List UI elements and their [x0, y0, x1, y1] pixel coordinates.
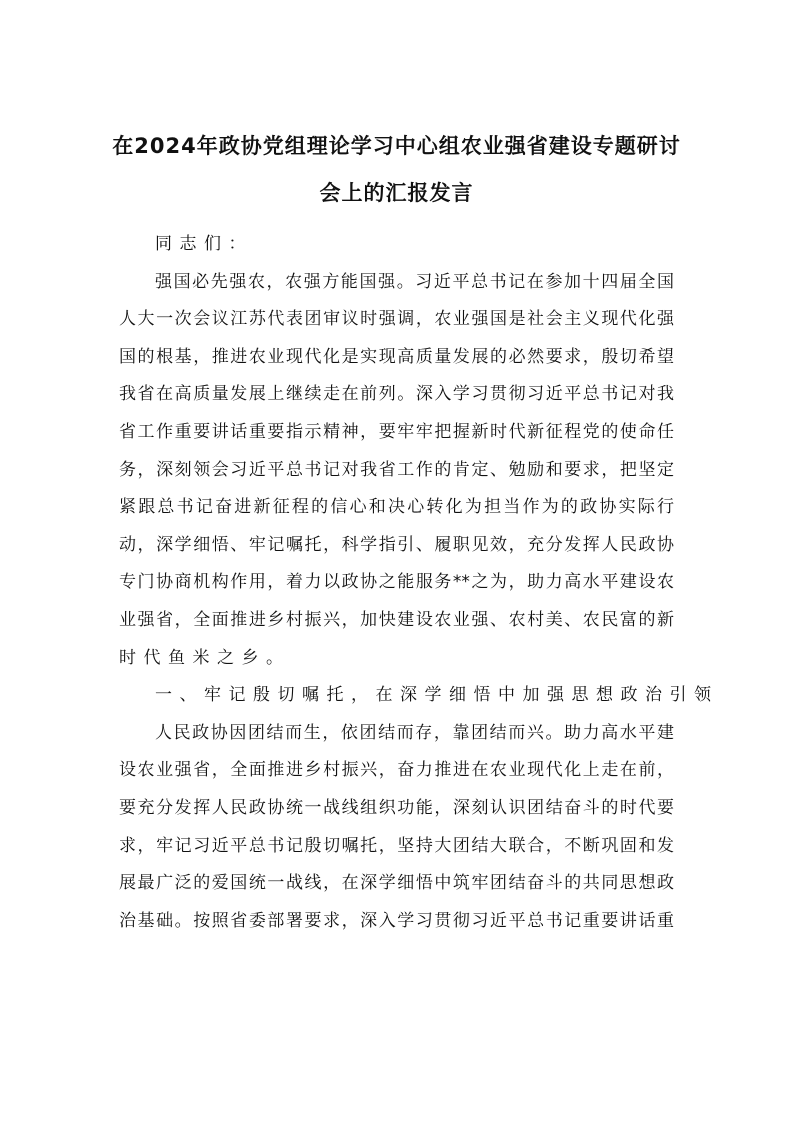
document-title-line-2: 会上的汇报发言: [319, 181, 474, 205]
text-line: 动，深学细悟、牢记嘱托，科学指引、履职见效，充分发挥人民政协: [119, 534, 674, 555]
text-line: 省工作重要讲话重要指示精神，要牢牢把握新时代新征程党的使命任: [119, 421, 674, 442]
text-line: 治基础。按照省委部署要求，深入学习贯彻习近平总书记重要讲话重: [119, 910, 674, 931]
text-line: 国的根基，推进农业现代化是实现高质量发展的必然要求，殷切希望: [119, 346, 674, 367]
text-line: 时代鱼米之乡。: [119, 647, 291, 668]
paragraph-section-1: [119, 715, 674, 941]
text-line: 专门协商机构作用，着力以政协之能服务**之为，助力高水平建设农: [119, 572, 674, 593]
text-line: 设农业强省，全面推进乡村振兴，奋力推进在农业现代化上走在前，: [119, 760, 674, 781]
text-line: 人大一次会议江苏代表团审议时强调，农业强国是社会主义现代化强: [119, 309, 674, 330]
salutation: 同志们：: [155, 234, 253, 254]
text-line: 务，深刻领会习近平总书记对我省工作的肯定、勉励和要求，把坚定: [119, 459, 674, 480]
text-line: 展最广泛的爱国统一战线，在深学细悟中筑牢团结奋斗的共同思想政: [119, 873, 674, 894]
text-line: 紧跟总书记奋进新征程的信心和决心转化为担当作为的政协实际行: [119, 497, 674, 518]
document-title-line-1: 在2024年政协党组理论学习中心组农业强省建设专题研讨: [112, 134, 681, 158]
text-line: 求，牢记习近平总书记殷切嘱托，坚持大团结大联合，不断巩固和发: [119, 835, 674, 856]
section-heading-1: 一、牢记殷切嘱托，在深学细悟中加强思想政治引领: [155, 685, 719, 706]
paragraph-intro: [119, 264, 674, 678]
text-line: 我省在高质量发展上继续走在前列。深入学习贯彻习近平总书记对我: [119, 384, 674, 405]
text-line: 业强省，全面推进乡村振兴，加快建设农业强、农村美、农民富的新: [119, 609, 674, 630]
text-line: 人民政协因团结而生，依团结而存，靠团结而兴。助力高水平建: [155, 722, 674, 743]
text-line: 强国必先强农，农强方能国强。习近平总书记在参加十四届全国: [155, 271, 674, 292]
text-line: 要充分发挥人民政协统一战线组织功能，深刻认识团结奋斗的时代要: [119, 797, 674, 818]
document-body: [119, 226, 719, 940]
